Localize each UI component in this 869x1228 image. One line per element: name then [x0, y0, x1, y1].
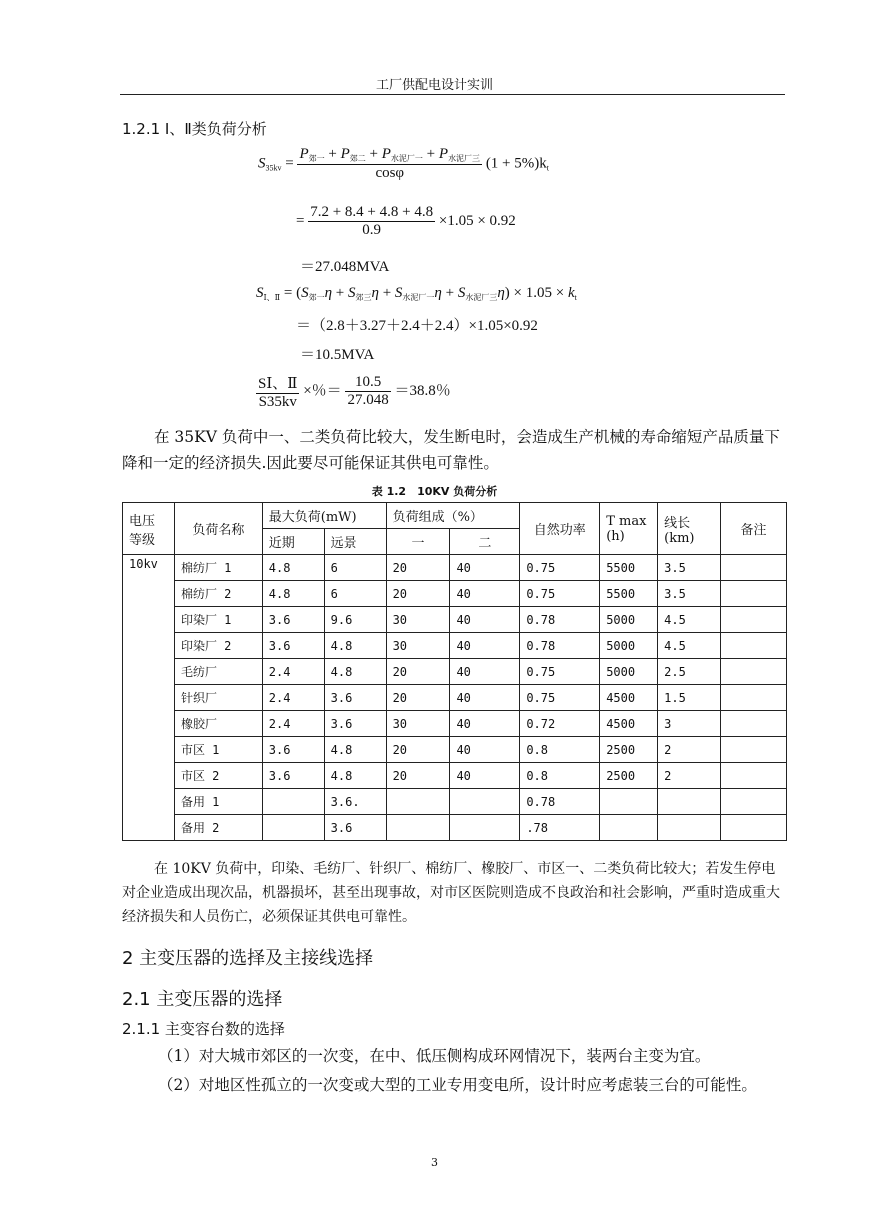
header-voltage: 电压等级: [123, 503, 175, 555]
cell-remark: [721, 763, 787, 789]
cell-one: 20: [386, 555, 450, 581]
header-class-two: 二: [450, 529, 520, 555]
cell-remark: [721, 789, 787, 815]
formula-s-class-1-2: $S_{Ⅰ、Ⅱ} = (S_{郊一}\eta + S_{郊三}\eta + S_{水泥厂一}\eta + S_{水泥厂三}\eta) \times 1.05 \times k_t$: [256, 285, 577, 302]
cell-name: 棉纺厂 2: [174, 581, 262, 607]
cell-far: 9.6: [324, 607, 386, 633]
header-tmax: T max (h): [600, 503, 658, 555]
cell-far: 4.8: [324, 659, 386, 685]
cell-far: 4.8: [324, 737, 386, 763]
list-item-1: （1）对大城市郊区的一次变，在中、低压侧构成环网情况下，装两台主变为宜。: [158, 1047, 711, 1065]
formula-result-2: ＝10.5MVA: [300, 347, 375, 363]
table-row: [123, 685, 787, 711]
cell-tmax: 5000: [600, 633, 658, 659]
cell-one: 20: [386, 737, 450, 763]
cell-two: 40: [450, 711, 520, 737]
section-heading-1-2-1: 1.2.1 Ⅰ、Ⅱ类负荷分析: [122, 120, 267, 138]
cell-pf: 0.75: [520, 685, 600, 711]
header-composition: 负荷组成（%）: [386, 503, 520, 529]
cell-near: [262, 815, 324, 841]
cell-remark: [721, 737, 787, 763]
cell-far: 3.6: [324, 685, 386, 711]
header-load-name: 负荷名称: [174, 503, 262, 555]
cell-two: 40: [450, 737, 520, 763]
cell-two: 40: [450, 555, 520, 581]
formula-s35kv: $S_{35kv}$ = $\frac{P_{郊一} + P_{郊二} + P_{水泥厂一} + P_{水泥厂三}}{\cos\varphi}$ $(1 + 5\%)k_t$: [258, 146, 549, 181]
table-row: [123, 789, 787, 815]
cell-far: 3.6.: [324, 789, 386, 815]
cell-name: 市区 2: [174, 763, 262, 789]
cell-tmax: 5500: [600, 555, 658, 581]
cell-voltage: 10kv: [123, 555, 175, 841]
cell-len: 1.5: [658, 685, 721, 711]
cell-tmax: [600, 789, 658, 815]
cell-near: 4.8: [262, 581, 324, 607]
load-analysis-table: [122, 502, 787, 841]
cell-near: 2.4: [262, 659, 324, 685]
cell-near: 2.4: [262, 685, 324, 711]
cell-near: 3.6: [262, 763, 324, 789]
table-caption: 表 1.2 10KV 负荷分析: [371, 485, 498, 498]
table-row: [123, 633, 787, 659]
cell-near: 2.4: [262, 711, 324, 737]
cell-one: 30: [386, 633, 450, 659]
cell-len: 3.5: [658, 555, 721, 581]
list-item-2: （2）对地区性孤立的一次变或大型的工业专用变电所，设计时应考虑装三台的可能性。: [158, 1076, 757, 1094]
cell-near: 3.6: [262, 633, 324, 659]
cell-far: 4.8: [324, 633, 386, 659]
cell-tmax: 5000: [600, 607, 658, 633]
cell-name: 针织厂: [174, 685, 262, 711]
cell-tmax: 2500: [600, 763, 658, 789]
cell-pf: 0.75: [520, 581, 600, 607]
cell-pf: 0.78: [520, 633, 600, 659]
cell-one: [386, 789, 450, 815]
cell-one: 20: [386, 763, 450, 789]
cell-pf: 0.75: [520, 659, 600, 685]
formula-substitution: = $\frac{7.2 + 8.4 + 4.8 + 4.8}{0.9}$ ×1.05 × 0.92: [296, 204, 516, 238]
chapter-heading-2: 2 主变压器的选择及主接线选择: [122, 948, 374, 969]
cell-remark: [721, 815, 787, 841]
cell-name: 棉纺厂 1: [174, 555, 262, 581]
cell-one: 20: [386, 581, 450, 607]
cell-two: [450, 815, 520, 841]
page-number: 3: [431, 1156, 438, 1169]
cell-pf: 0.78: [520, 607, 600, 633]
cell-len: 2.5: [658, 659, 721, 685]
header-far: 远景: [324, 529, 386, 555]
cell-tmax: 5000: [600, 659, 658, 685]
header-divider: [120, 94, 785, 95]
cell-name: 备用 2: [174, 815, 262, 841]
cell-len: 4.5: [658, 633, 721, 659]
header-power-factor: 自然功率: [520, 503, 600, 555]
cell-one: 30: [386, 607, 450, 633]
cell-tmax: 4500: [600, 685, 658, 711]
formula-substitution-2: ＝（2.8＋3.27＋2.4＋2.4）×1.05×0.92: [296, 318, 538, 334]
table-row: [123, 737, 787, 763]
header-near: 近期: [262, 529, 324, 555]
cell-pf: .78: [520, 815, 600, 841]
cell-name: 橡胶厂: [174, 711, 262, 737]
paragraph-35kv-analysis: 在 35KV 负荷中一、二类负荷比较大，发生断电时，会造成生产机械的寿命缩短产品质量下降和一定的经济损失.因此要尽可能保证其供电可靠性。: [122, 428, 780, 472]
table-row: [123, 711, 787, 737]
table-row: [123, 555, 787, 581]
cell-one: [386, 815, 450, 841]
cell-tmax: [600, 815, 658, 841]
cell-near: 4.8: [262, 555, 324, 581]
cell-len: 4.5: [658, 607, 721, 633]
cell-name: 印染厂 1: [174, 607, 262, 633]
formula-ratio: $\frac{\text{SⅠ、Ⅱ}}{S35kv}$ ×％＝ $\frac{10.5}{27.048}$ ＝38.8％: [258, 374, 451, 410]
cell-tmax: 5500: [600, 581, 658, 607]
header-max-load: 最大负荷(mW): [262, 503, 386, 529]
cell-two: 40: [450, 763, 520, 789]
cell-len: 3: [658, 711, 721, 737]
cell-near: 3.6: [262, 737, 324, 763]
cell-two: 40: [450, 659, 520, 685]
cell-far: 4.8: [324, 763, 386, 789]
cell-pf: 0.75: [520, 555, 600, 581]
section-heading-2-1: 2.1 主变压器的选择: [122, 989, 283, 1010]
cell-len: 3.5: [658, 581, 721, 607]
table-row: [123, 763, 787, 789]
cell-name: 市区 1: [174, 737, 262, 763]
cell-len: [658, 789, 721, 815]
cell-name: 印染厂 2: [174, 633, 262, 659]
cell-pf: 0.8: [520, 763, 600, 789]
cell-remark: [721, 711, 787, 737]
paragraph-10kv-analysis: 在 10KV 负荷中，印染、毛纺厂、针织厂、棉纺厂、橡胶厂、市区一、二类负荷比较大；若发生停电对企业造成出现次品，机器损坏，甚至出现事故，对市区医院则造成不良政治和社会影响，严重时造成重大经济损失和人员伤亡，必须保证其供电可靠性。: [122, 861, 780, 925]
cell-one: 30: [386, 711, 450, 737]
cell-far: 6: [324, 581, 386, 607]
cell-remark: [721, 607, 787, 633]
formula-result-1: ＝27.048MVA: [300, 259, 390, 275]
cell-remark: [721, 659, 787, 685]
cell-pf: 0.78: [520, 789, 600, 815]
cell-two: 40: [450, 633, 520, 659]
section-heading-2-1-1: 2.1.1 主变容台数的选择: [122, 1020, 285, 1038]
cell-two: 40: [450, 607, 520, 633]
cell-far: 3.6: [324, 711, 386, 737]
cell-len: 2: [658, 763, 721, 789]
cell-two: [450, 789, 520, 815]
formula-fraction: $\frac{P_{郊一} + P_{郊二} + P_{水泥厂一} + P_{水泥厂三}}{\cos\varphi}$: [299, 146, 481, 181]
cell-remark: [721, 685, 787, 711]
cell-name: 毛纺厂: [174, 659, 262, 685]
cell-tmax: 4500: [600, 711, 658, 737]
cell-tmax: 2500: [600, 737, 658, 763]
cell-near: [262, 789, 324, 815]
cell-pf: 0.8: [520, 737, 600, 763]
cell-two: 40: [450, 685, 520, 711]
header-line-length: 线长(km): [658, 503, 721, 555]
header-class-one: 一: [386, 529, 450, 555]
header-remark: 备注: [721, 503, 787, 555]
running-header: 工厂供配电设计实训: [375, 78, 493, 93]
cell-near: 3.6: [262, 607, 324, 633]
table-row: [123, 607, 787, 633]
cell-far: 6: [324, 555, 386, 581]
table-row: [123, 659, 787, 685]
cell-far: 3.6: [324, 815, 386, 841]
table-row: [123, 581, 787, 607]
table-row: [123, 815, 787, 841]
cell-remark: [721, 581, 787, 607]
cell-remark: [721, 555, 787, 581]
cell-remark: [721, 633, 787, 659]
cell-len: 2: [658, 737, 721, 763]
cell-one: 20: [386, 685, 450, 711]
cell-one: 20: [386, 659, 450, 685]
cell-two: 40: [450, 581, 520, 607]
cell-len: [658, 815, 721, 841]
cell-name: 备用 1: [174, 789, 262, 815]
cell-pf: 0.72: [520, 711, 600, 737]
